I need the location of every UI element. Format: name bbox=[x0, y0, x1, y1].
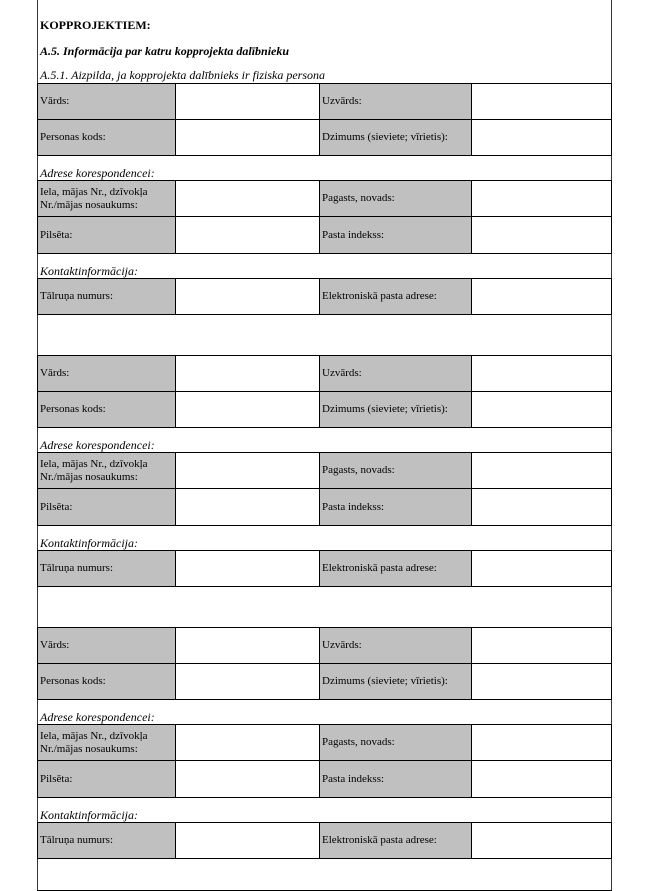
label-iela-line1: Iela, mājas Nr., dzīvokļa bbox=[40, 729, 148, 742]
label-pilseta: Pilsēta: bbox=[38, 217, 175, 253]
input-pilseta[interactable] bbox=[175, 217, 319, 253]
input-uzvards[interactable] bbox=[471, 628, 611, 663]
label-uzvards: Uzvārds: bbox=[319, 356, 471, 391]
contact-label: Kontaktinformācija: bbox=[40, 808, 138, 822]
input-vards[interactable] bbox=[175, 356, 319, 391]
label-personas-kods: Personas kods: bbox=[38, 392, 175, 427]
input-epasts[interactable] bbox=[471, 551, 611, 586]
row-contact bbox=[37, 550, 612, 587]
label-epasts: Elektroniskā pasta adrese: bbox=[319, 279, 471, 314]
label-pasta-indekss: Pasta indekss: bbox=[319, 217, 471, 253]
label-pilseta: Pilsēta: bbox=[38, 489, 175, 525]
address-label: Adrese korespondencei: bbox=[40, 166, 155, 180]
row-id bbox=[37, 120, 612, 156]
row-id bbox=[37, 664, 612, 700]
input-iela[interactable] bbox=[175, 181, 319, 216]
label-talrunis: Tālruņa numurs: bbox=[38, 823, 175, 858]
input-talrunis[interactable] bbox=[175, 279, 319, 314]
label-dzimums: Dzimums (sieviete; vīrietis): bbox=[319, 664, 471, 699]
page-heading: KOPPROJEKTIEM: bbox=[40, 18, 151, 32]
input-talrunis[interactable] bbox=[175, 823, 319, 858]
input-personas-kods[interactable] bbox=[175, 664, 319, 699]
row-city bbox=[37, 761, 612, 798]
label-uzvards: Uzvārds: bbox=[319, 84, 471, 119]
input-pagasts[interactable] bbox=[471, 725, 611, 760]
input-iela[interactable] bbox=[175, 453, 319, 488]
label-pasta-indekss: Pasta indekss: bbox=[319, 489, 471, 525]
label-iela-line2: Nr./mājas nosaukums: bbox=[40, 470, 138, 483]
label-dzimums: Dzimums (sieviete; vīrietis): bbox=[319, 120, 471, 155]
label-iela-line2: Nr./mājas nosaukums: bbox=[40, 742, 138, 755]
label-vards: Vārds: bbox=[38, 628, 175, 663]
row-name bbox=[37, 355, 612, 392]
contact-label: Kontaktinformācija: bbox=[40, 536, 138, 550]
row-name bbox=[37, 627, 612, 664]
row-street bbox=[37, 724, 612, 761]
input-pasta-indekss[interactable] bbox=[471, 489, 611, 525]
input-uzvards[interactable] bbox=[471, 84, 611, 119]
label-iela bbox=[38, 725, 175, 760]
label-vards: Vārds: bbox=[38, 356, 175, 391]
input-uzvards[interactable] bbox=[471, 356, 611, 391]
label-iela-line1: Iela, mājas Nr., dzīvokļa bbox=[40, 185, 148, 198]
label-vards: Vārds: bbox=[38, 84, 175, 119]
input-dzimums[interactable] bbox=[471, 664, 611, 699]
label-pagasts: Pagasts, novads: bbox=[319, 181, 471, 216]
label-personas-kods: Personas kods: bbox=[38, 664, 175, 699]
label-dzimums: Dzimums (sieviete; vīrietis): bbox=[319, 392, 471, 427]
input-vards[interactable] bbox=[175, 84, 319, 119]
label-iela bbox=[38, 453, 175, 488]
input-personas-kods[interactable] bbox=[175, 120, 319, 155]
input-pilseta[interactable] bbox=[175, 489, 319, 525]
input-pasta-indekss[interactable] bbox=[471, 761, 611, 797]
input-iela[interactable] bbox=[175, 725, 319, 760]
row-city bbox=[37, 489, 612, 526]
row-id bbox=[37, 392, 612, 428]
input-talrunis[interactable] bbox=[175, 551, 319, 586]
label-iela bbox=[38, 181, 175, 216]
input-dzimums[interactable] bbox=[471, 392, 611, 427]
address-label: Adrese korespondencei: bbox=[40, 710, 155, 724]
input-dzimums[interactable] bbox=[471, 120, 611, 155]
input-pagasts[interactable] bbox=[471, 181, 611, 216]
input-personas-kods[interactable] bbox=[175, 392, 319, 427]
label-pagasts: Pagasts, novads: bbox=[319, 453, 471, 488]
input-epasts[interactable] bbox=[471, 279, 611, 314]
row-street bbox=[37, 180, 612, 217]
label-epasts: Elektroniskā pasta adrese: bbox=[319, 823, 471, 858]
row-contact bbox=[37, 822, 612, 859]
input-pasta-indekss[interactable] bbox=[471, 217, 611, 253]
label-pagasts: Pagasts, novads: bbox=[319, 725, 471, 760]
row-name bbox=[37, 83, 612, 120]
row-contact bbox=[37, 278, 612, 315]
label-talrunis: Tālruņa numurs: bbox=[38, 551, 175, 586]
input-pilseta[interactable] bbox=[175, 761, 319, 797]
label-iela-line2: Nr./mājas nosaukums: bbox=[40, 198, 138, 211]
label-iela-line1: Iela, mājas Nr., dzīvokļa bbox=[40, 457, 148, 470]
row-city bbox=[37, 217, 612, 254]
section-title: A.5. Informācija par katru kopprojekta dalībnieku bbox=[40, 44, 290, 58]
label-talrunis: Tālruņa numurs: bbox=[38, 279, 175, 314]
label-pilseta: Pilsēta: bbox=[38, 761, 175, 797]
input-vards[interactable] bbox=[175, 628, 319, 663]
address-label: Adrese korespondencei: bbox=[40, 438, 155, 452]
row-street bbox=[37, 452, 612, 489]
label-pasta-indekss: Pasta indekss: bbox=[319, 761, 471, 797]
contact-label: Kontaktinformācija: bbox=[40, 264, 138, 278]
label-uzvards: Uzvārds: bbox=[319, 628, 471, 663]
subsection-title: A.5.1. Aizpilda, ja kopprojekta dalībnieks ir fiziska persona bbox=[40, 68, 325, 82]
label-personas-kods: Personas kods: bbox=[38, 120, 175, 155]
input-pagasts[interactable] bbox=[471, 453, 611, 488]
label-epasts: Elektroniskā pasta adrese: bbox=[319, 551, 471, 586]
input-epasts[interactable] bbox=[471, 823, 611, 858]
